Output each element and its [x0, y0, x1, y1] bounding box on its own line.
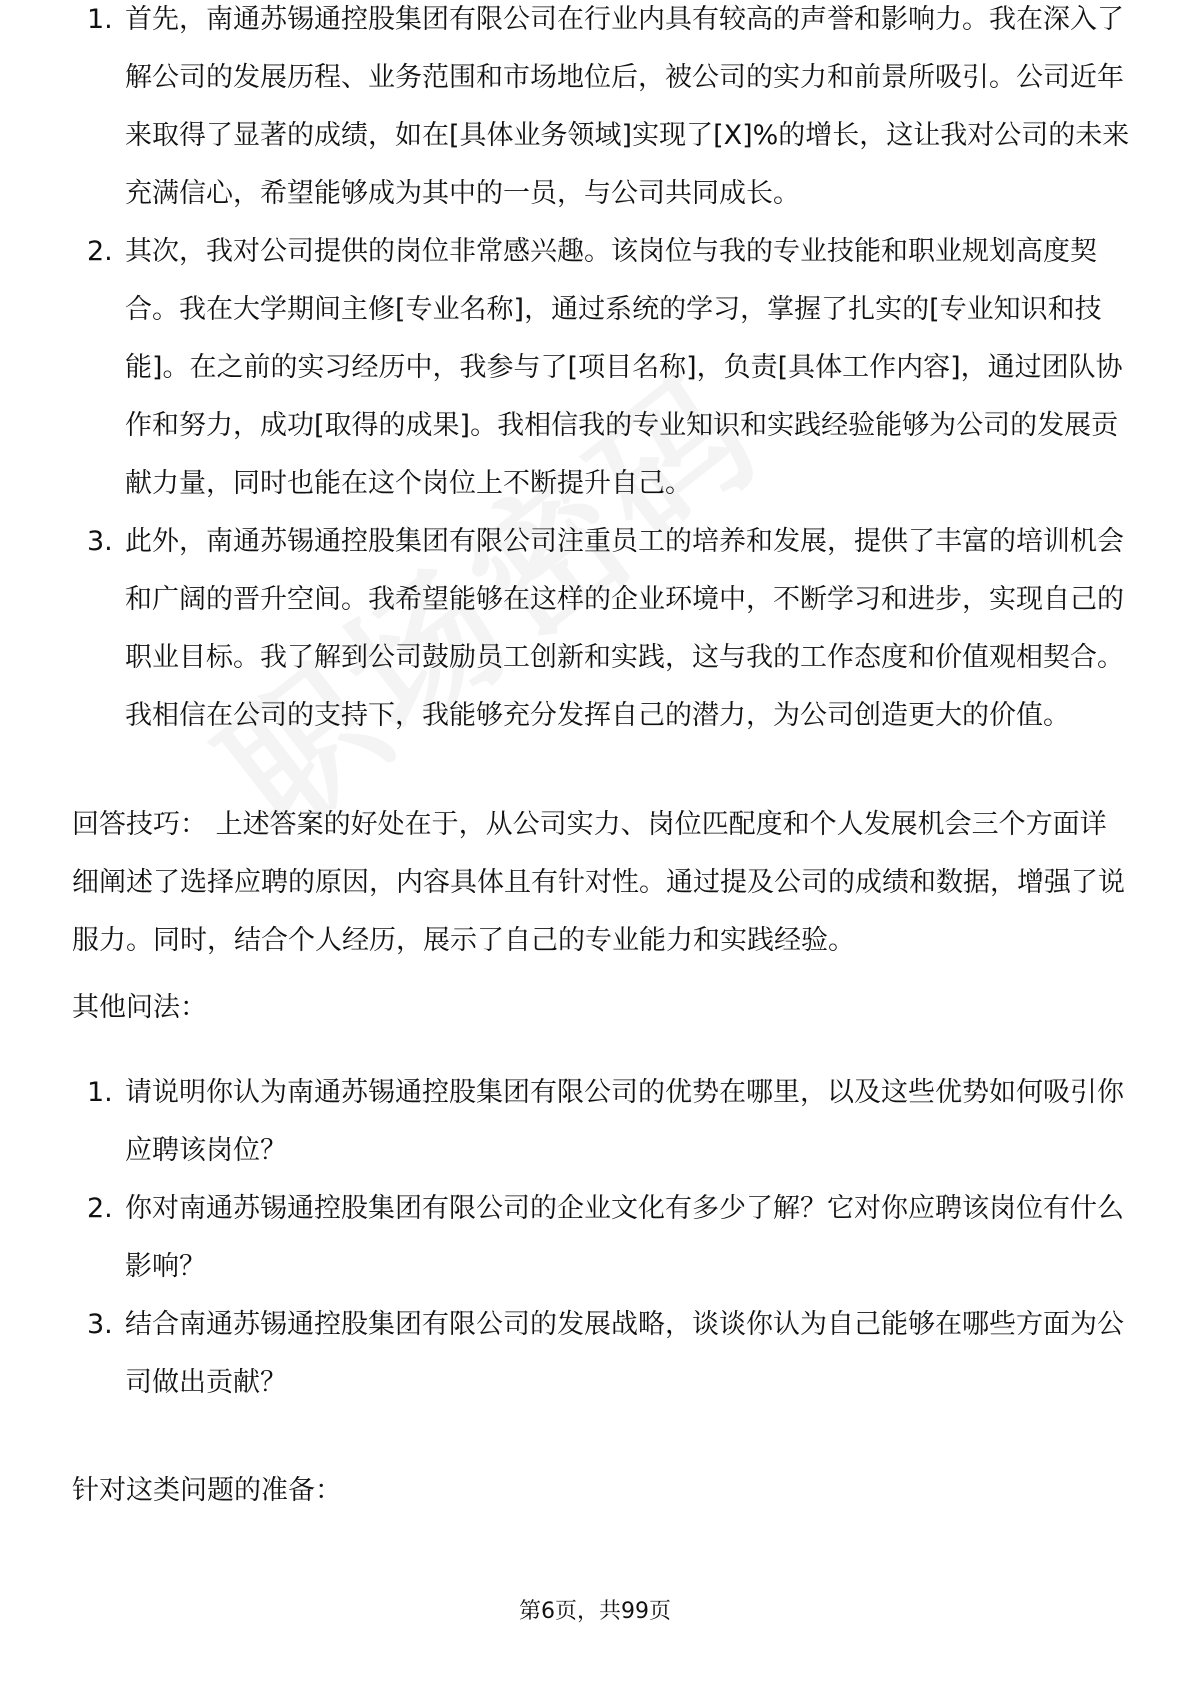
- list-text: 你对南通苏锡通控股集团有限公司的企业文化有多少了解？它对你应聘该岗位有什么影响？: [125, 1193, 1124, 1282]
- list-item: [72, 1180, 1130, 1296]
- list-item: [72, 1296, 1130, 1412]
- list-text: 首先，南通苏锡通控股集团有限公司在行业内具有较高的声誉和影响力。我在深入了解公司的发展历程、业务范围和市场地位后，被公司的实力和前景所吸引。公司近年来取得了显著的成绩，如在[具体业务领域]实现了[X]%的增长，这让我对公司的未来充满信心，希望能够成为其中的一员，与公司共同成长。: [125, 4, 1130, 209]
- page-number: 第6页，共99页: [519, 1599, 671, 1624]
- list-text: 其次，我对公司提供的岗位非常感兴趣。该岗位与我的专业技能和职业规划高度契合。我在大学期间主修[专业名称]，通过系统的学习，掌握了扎实的[专业知识和技能]。在之前的实习经历中，我参与了[项目名称]，负责[具体工作内容]，通过团队协作和努力，成功[取得的成果]。我相信我的专业知识和实践经验能够为公司的发展贡献力量，同时也能在这个岗位上不断提升自己。: [125, 236, 1123, 499]
- list-item: [72, 223, 1130, 513]
- reasons-list: [72, 0, 1130, 745]
- list-item: [72, 513, 1130, 745]
- list-item: [72, 1064, 1130, 1180]
- list-text: 请说明你认为南通苏锡通控股集团有限公司的优势在哪里，以及这些优势如何吸引你应聘该岗位？: [125, 1077, 1124, 1166]
- list-number: 2.: [87, 1193, 113, 1224]
- list-number: 3.: [87, 1309, 113, 1340]
- other-questions-heading: 其他问法：: [72, 992, 207, 1023]
- list-text: 此外，南通苏锡通控股集团有限公司注重员工的培养和发展，提供了丰富的培训机会和广阔的晋升空间。我希望能够在这样的企业环境中，不断学习和进步，实现自己的职业目标。我了解到公司鼓励员工创新和实践，这与我的工作态度和价值观相契合。我相信在公司的支持下，我能够充分发挥自己的潜力，为公司创造更大的价值。: [125, 526, 1124, 731]
- answer-tips: 回答技巧： 上述答案的好处在于，从公司实力、岗位匹配度和个人发展机会三个方面详细阐述了选择应聘的原因，内容具体且有针对性。通过提及公司的成绩和数据，增强了说服力。同时，结合个人经历，展示了自己的专业能力和实践经验。: [72, 809, 1125, 956]
- list-number: 1.: [87, 4, 113, 35]
- other-questions-list: [72, 1064, 1130, 1412]
- preparation-heading: 针对这类问题的准备：: [72, 1475, 342, 1506]
- list-item: [72, 0, 1130, 223]
- list-number: 3.: [87, 526, 113, 557]
- list-text: 结合南通苏锡通控股集团有限公司的发展战略，谈谈你认为自己能够在哪些方面为公司做出贡献？: [125, 1309, 1124, 1398]
- list-number: 2.: [87, 236, 113, 267]
- list-number: 1.: [87, 1077, 113, 1108]
